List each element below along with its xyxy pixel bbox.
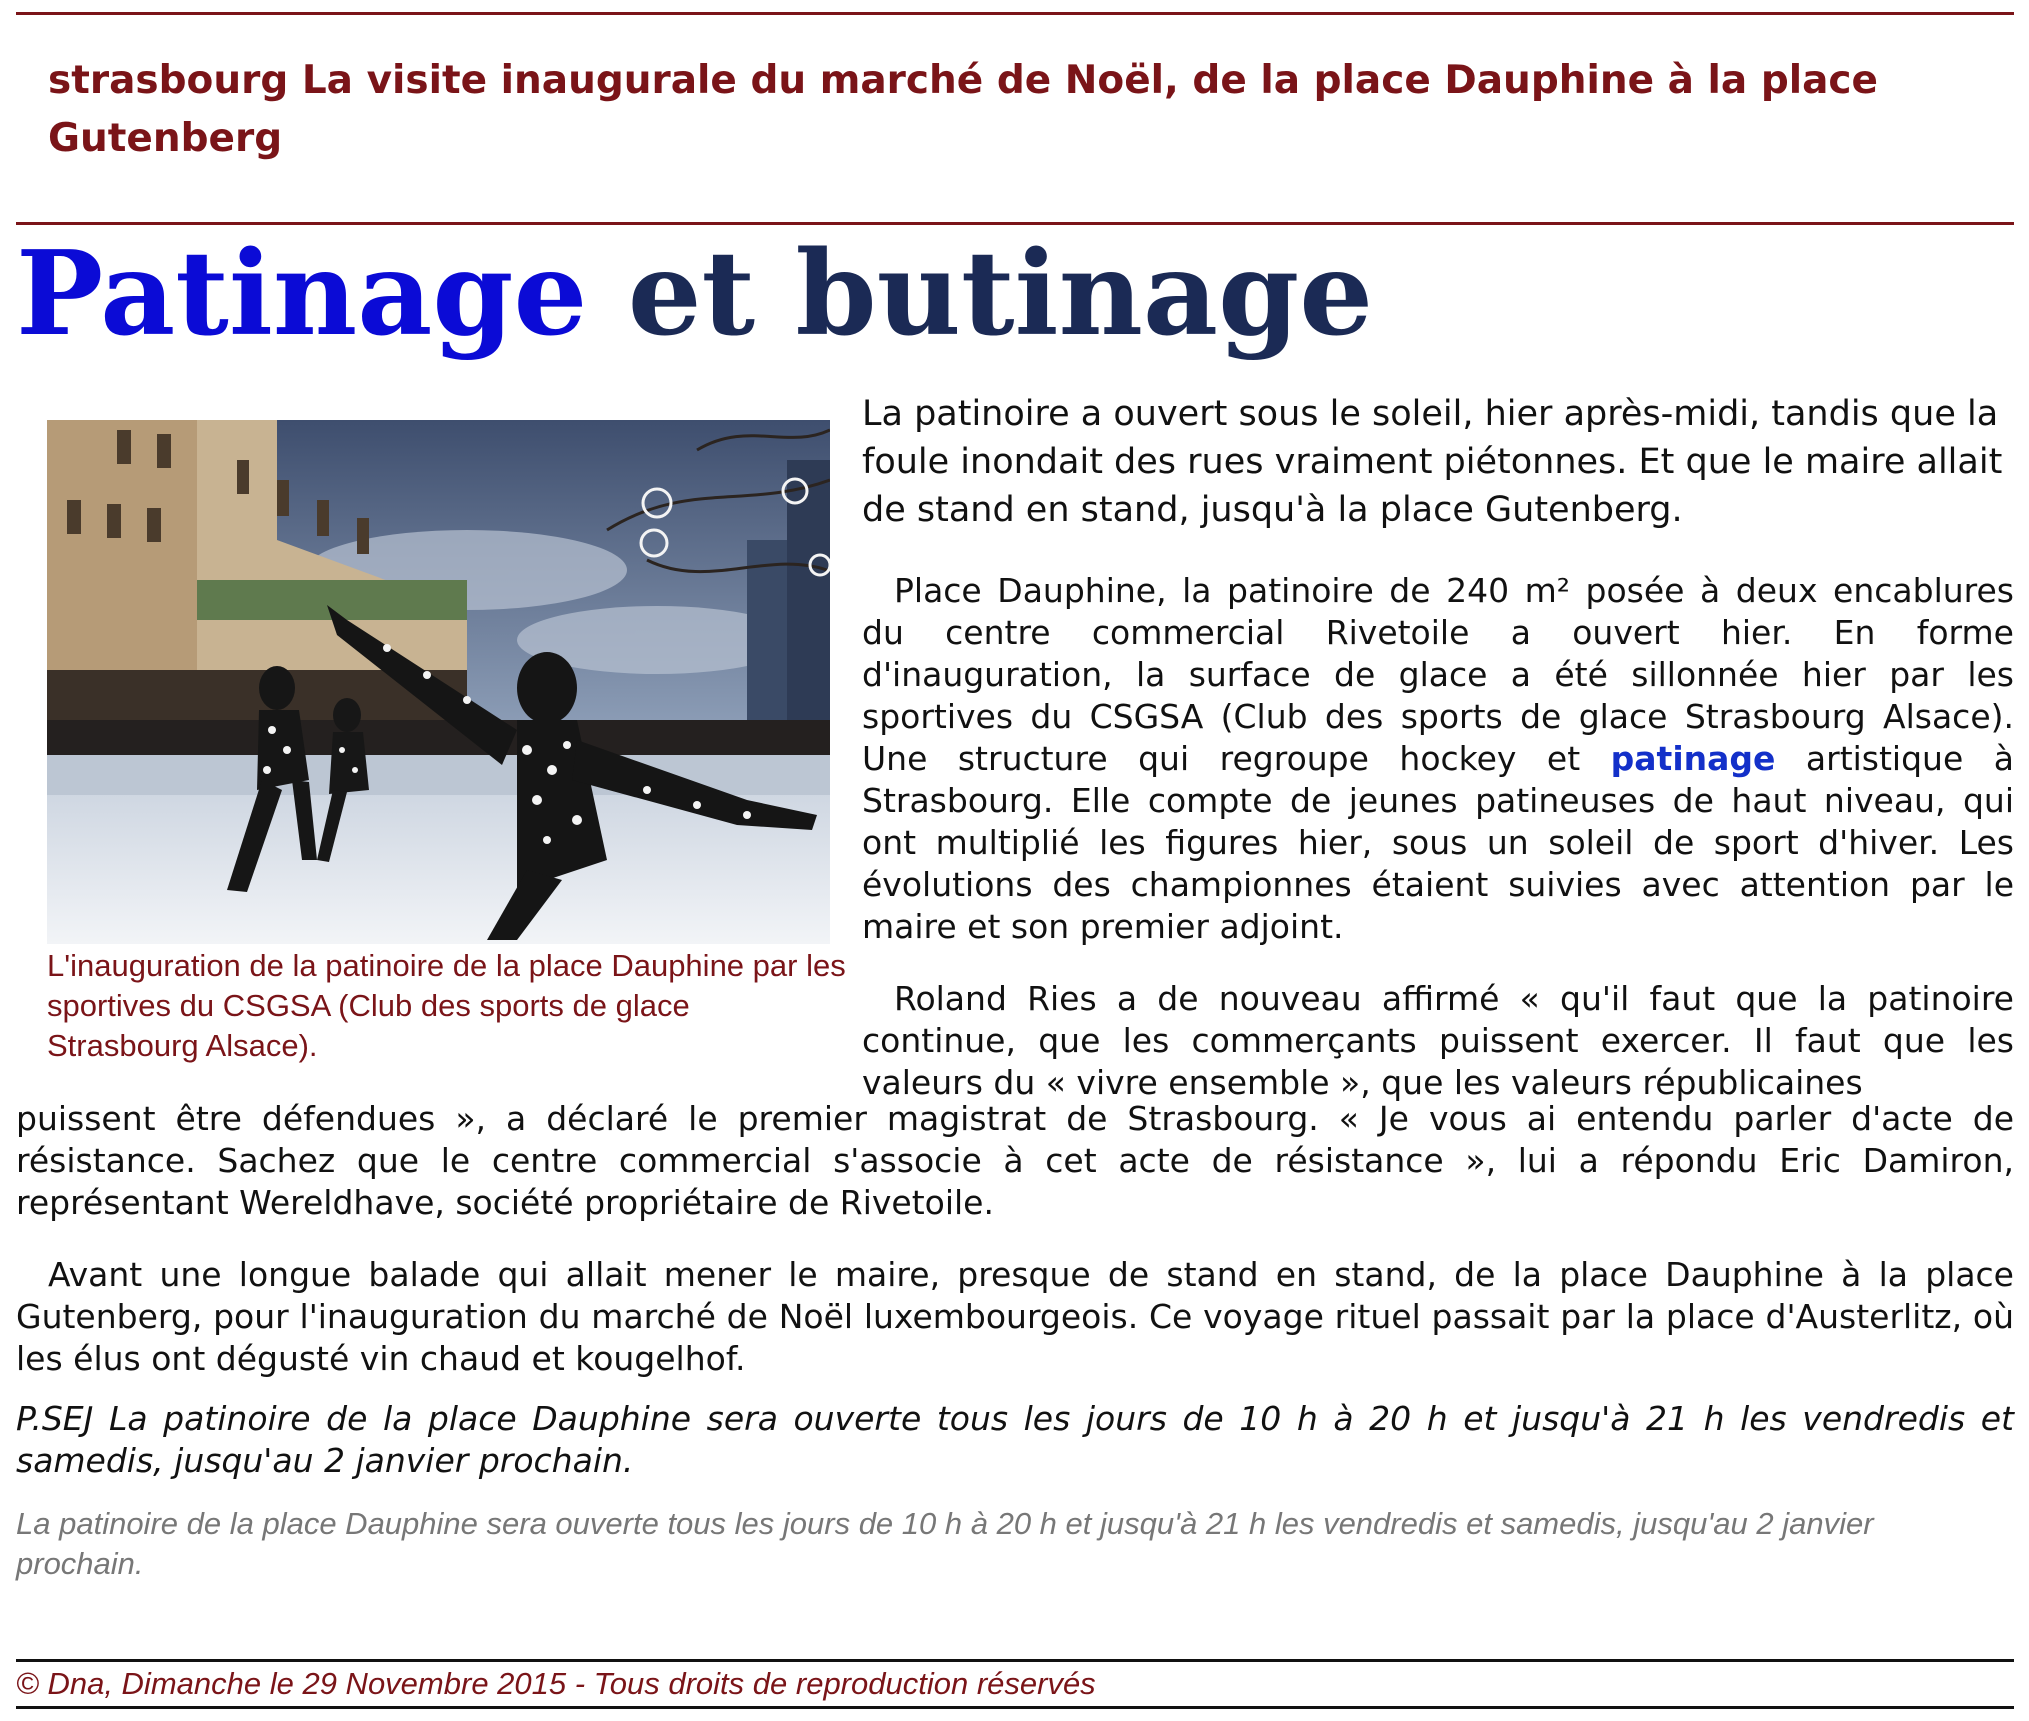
paragraph-2-end: artistique à Strasbourg. Elle compte de jeunes patineuses de haut niveau, qui ont multiplié les figures hier, sous un soleil de sport d'hiver. Les évolutions des championnes étaient suivies avec attention par le maire et son premier adjoint. [862,739,2014,946]
headline-rule [16,222,2014,225]
skating-scene-image [47,420,830,944]
kicker-title: strasbourg La visite inaugurale du marché de Noël, de la place Dauphine à la place Gutenberg [48,58,1878,161]
article-full-width [16,1098,2014,1584]
copyright-footer: © Dna, Dimanche le 29 Novembre 2015 - Tous droits de reproduction réservés [16,1666,1096,1701]
article-photo [47,420,830,944]
photo-caption: L'inauguration de la patinoire de la place Dauphine par les sportives du CSGSA (Club des sports de glace Strasbourg Alsace). [47,948,846,1063]
headline [16,228,1373,360]
headline-keyword: Patinage [16,226,588,362]
highlight-term: patinage [1610,739,1776,778]
paragraph-3-end: puissent être défendues », a déclaré le premier magistrat de Strasbourg. « Je vous ai entendu parler d'acte de résistance. Sachez que le centre commercial s'associe à cet acte de résistance », lui a répondu Eric Damiron, représentant Wereldhave, société propriétaire de Rivetoile. [16,1099,2014,1222]
schedule-note-grey: La patinoire de la place Dauphine sera ouverte tous les jours de 10 h à 20 h et jusqu'à 21 h les vendredis et samedis, jusqu'au 2 janvier prochain. [16,1506,1874,1581]
schedule-note-italic: P.SEJ La patinoire de la place Dauphine sera ouverte tous les jours de 10 h à 20 h et jusqu'à 21 h les vendredis et samedis, jusqu'au 2 janvier prochain. [16,1399,2014,1480]
headline-rest: et butinage [587,226,1374,362]
lead-paragraph: La patinoire a ouvert sous le soleil, hier après-midi, tandis que la foule inondait des rues vraiment piétonnes. Et que le maire allait de stand en stand, jusqu'à la place Gutenberg. [862,394,2003,530]
paragraph-2 [862,570,2014,948]
paragraph-3-start: Roland Ries a de nouveau affirmé « qu'il faut que la patinoire continue, que les commerçants puissent exercer. Il faut que les valeurs du « vivre ensemble », que les valeurs républicaines [862,979,2014,1102]
footer-rule-bottom [16,1706,2014,1709]
top-rule [16,12,2014,15]
paragraph-2-start: Place Dauphine, la patinoire de 240 m² posée à deux encablures du centre commercial Rivetoile a ouvert hier. En forme d'inauguration, la surface de glace a été sillonnée hier par les sportives du CSGSA (Club des sports de glace Strasbourg Alsace). Une structure qui regroupe hockey et [862,571,2014,778]
article-column-right [862,390,2014,1104]
paragraph-4: Avant une longue balade qui allait mener le maire, presque de stand en stand, de la place Dauphine à la place Gutenberg, pour l'inauguration du marché de Noël luxembourgeois. Ce voyage rituel passait par la place d'Austerlitz, où les élus ont dégusté vin chaud et kougelhof. [16,1255,2014,1378]
footer-rule-top [16,1659,2014,1662]
